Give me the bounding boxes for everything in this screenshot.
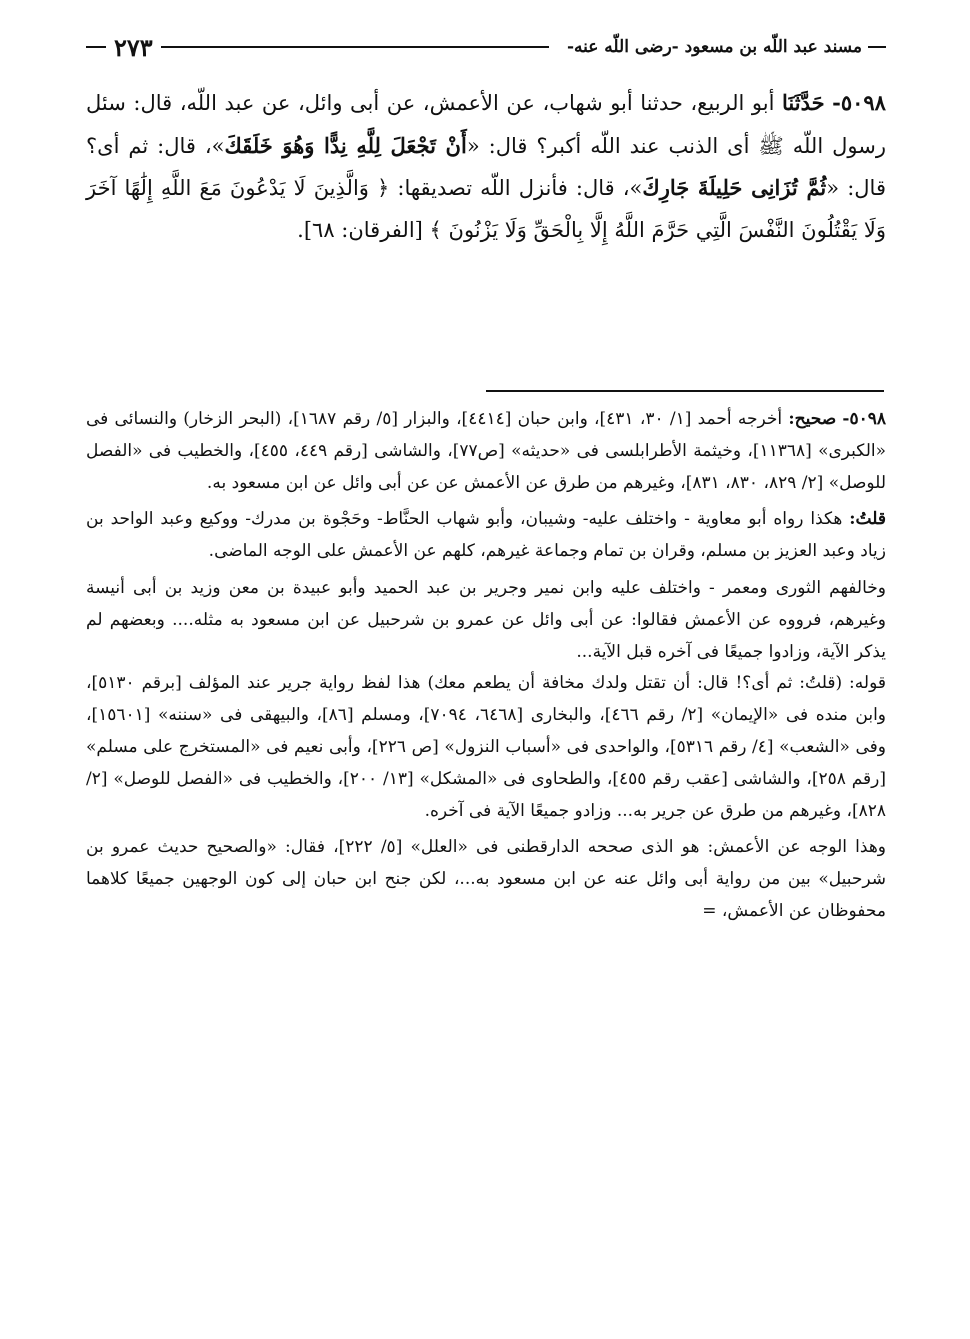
quran-verse: ﴿ وَالَّذِينَ لَا يَدْعُونَ مَعَ اللَّهِ إِلَٰهًا آخَرَ وَلَا يَقْتُلُونَ النَّفْسَ الَّتِي حَرَّمَ اللَّهُ إِلَّا بِالْحَقِّ وَلَا يَزْنُونَ ﴾ [86, 176, 886, 242]
hadith-paragraph [86, 82, 886, 251]
footnote-paragraph-darqutni [86, 832, 886, 927]
footnote-grade: صحيح: [788, 409, 837, 429]
verse-citation: [الفرقان: ٦٨]. [297, 217, 423, 242]
continuation-mark: = [702, 900, 717, 921]
footnote-paragraph-qult [86, 504, 886, 568]
hadith-mid-2: »، قال: فأنزل اللّه تصديقها: [397, 176, 643, 201]
header-rule [161, 46, 549, 48]
header-dash-right [868, 46, 886, 48]
page-number: ٢٧٣ [114, 32, 153, 62]
footnote-number: ٥٠٩٨- [842, 409, 887, 429]
book-title: مسند عبد اللّه بن مسعود -رضى اللّه عنه- [566, 37, 862, 57]
footnote-darqutni-text: وهذا الوجه عن الأعمش: هو الذى صححه الدارقطنى فى «العلل» [٥/ ٢٢٢]، فقال: «والصحيح حديث عمرو بن شرحبيل» بين من رواية أبى وائل عنه عن ابن مسعود به...، لكن جنح ابن حبان إلى كون الوجهين جميعًا كلاهما محفوظان عن الأعمش، [86, 837, 886, 921]
hadith-text [86, 82, 886, 251]
footnote-takhrij-text: أخرجه أحمد [١/ ٣٠، ٤٣١]، وابن حبان [٤٤١٤]، والبزار [٥/ رقم ١٦٨٧]، (البحر الزخار) والنسائى فى «الكبرى» [١١٣٦٨]، وخيثمة الأطرابلسى فى «حديثه» [ص٧٧]، والشاشى [رقم ٤٤٩، ٤٥٥]، والخطيب فى «الفصل للوصل» [٢/ ٨٢٩، ٨٣٠، ٨٣١]، وغيرهم من طرق عن الأعمش عن عن أبى وائل عن ابن مسعود به. [86, 409, 886, 493]
footnote-paragraph-qawluh: قوله: (قلتُ: ثم أى؟! قال: أن تقتل ولدك مخافة أن يطعم معك) هذا لفظ رواية جرير عند المؤلف [برقم ٥١٣٠]، وابن منده فى «الإيمان» [٢/ رقم ٤٦٦]، والبخارى [٦٤٦٨، ٧٠٩٤]، ومسلم [٨٦]، والبيهقى فى «سننه» [١٥٦٠١]، وفى «الشعب» [٤/ رقم ٥٣١٦]، والواحدى فى «أسباب النزول» [ص ٢٢٦]، وأبى نعيم فى «المستخرج على مسلم» [رقم ٢٥٨]، والشاشى [عقب رقم ٤٥٥]، والطحاوى فى «المشكل» [١٣/ ٢٠٠]، والخطيب فى «الفصل للوصل» [٢/ ٨٢٨]، وغيرهم من طرق عن جرير به... وزادو جميعًا الآية فى آخره. [86, 673, 887, 821]
hadith-answer-1: أَنْ تَجْعَلَ لِلَّهِ نِدًّا وَهُوَ خَلَقَكَ [224, 132, 467, 158]
hadith-mid-1: »، قال: ثم أى؟ قال: « [86, 133, 886, 201]
hadith-answer-2: ثُمَّ تُزَانِى حَلِيلَةَ جَارِكَ [642, 175, 827, 201]
hadith-number: ٥٠٩٨- [832, 90, 886, 115]
header-dash-left [86, 46, 106, 48]
running-header [86, 30, 886, 64]
footnote-qult-lead: قلتُ: [849, 509, 886, 530]
footnote-qult-text: هكذا رواه أبو معاوية - واختلف عليه- وشيبان، وأبو شهاب الحنَّاط- وحَجْوة بن مدرك- ووكيع وعبد الواحد بن زياد وعبد العزيز بن مسلم، وقران بن تمام وجماعة غيرهم، كلهم عن الأعمش على الوجه الماضى. [86, 509, 886, 562]
footnote-paragraph-khilaf: وخالفهم الثورى ومعمر - واختلف عليه وابن نمير وجرير بن عبد الحميد وأبو عبيدة بن معن وزيد بن أبى أنيسة وغيرهم، فرووه عن الأعمش فقالوا: عن أبى وائل عن عمرو بن شرحبيل عن ابن مسعود به مثله.... وبعضهم لم يذكر الآية، وزادوا جميعًا فى آخره قبل الآية... [86, 577, 886, 662]
hadith-opening: حَدَّثَنَا [781, 90, 825, 115]
footnote-takhrij [86, 404, 886, 499]
footnote-separator [486, 390, 884, 392]
hadith-isnad: أبو الربيع، حدثنا أبو شهاب، عن الأعمش، عن أبى وائل، عن عبد اللّه، قال: سئل رسول اللّه ﷺ أى الذنب عند اللّه أكبر؟ قال: « [86, 91, 886, 158]
footnotes [86, 404, 886, 928]
